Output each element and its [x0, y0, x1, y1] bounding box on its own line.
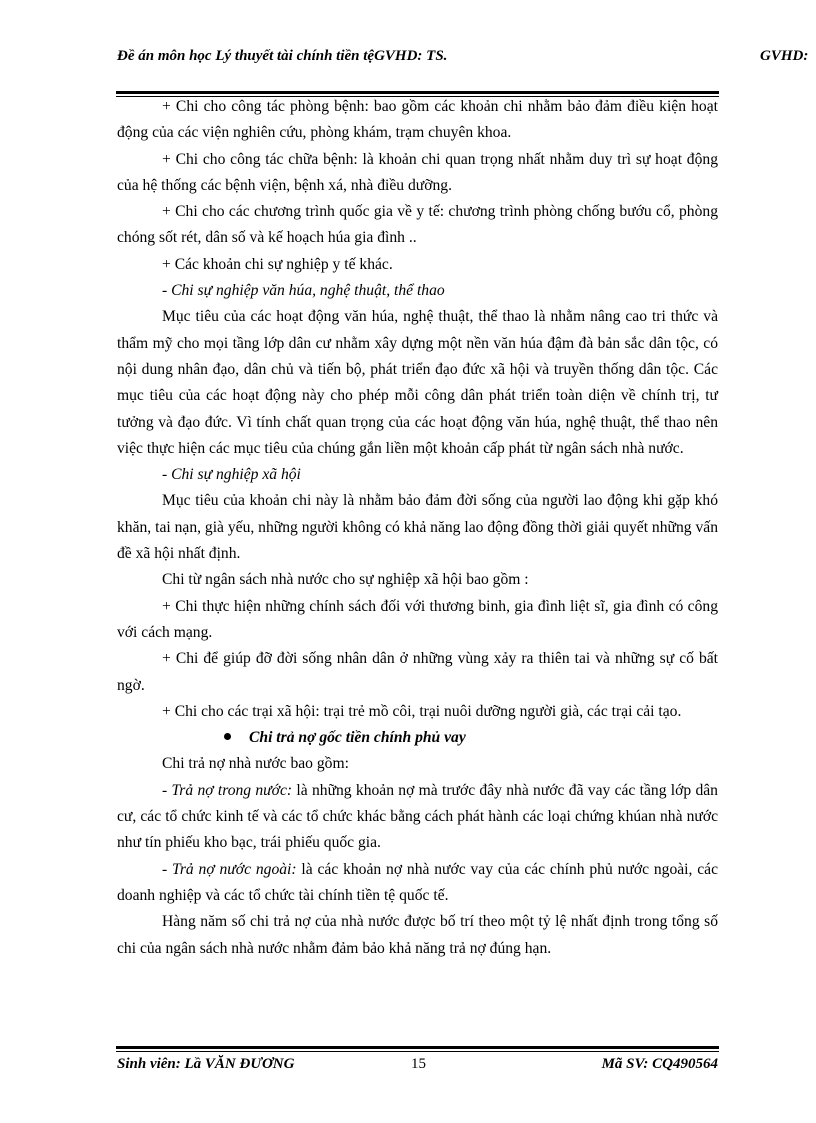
bullet-heading-debt — [117, 725, 718, 751]
paragraph: Chi trả nợ nhà nước bao gồm: — [162, 755, 349, 773]
paragraph: + Chi thực hiện những chính sách đối với thương binh, gia đình liệt sĩ, gia đình có công với cách mạng. — [117, 597, 718, 641]
lead-domestic-debt: - Trả nợ trong nước: — [162, 781, 293, 799]
header-title: Đề án môn học Lý thuyết tài chính tiền tệGVHD: TS. — [117, 48, 448, 64]
paragraph: + Chi cho công tác chữa bệnh: là khoản chi quan trọng nhất nhằm duy trì sự hoạt động của hệ thống các bệnh viện, bệnh xá, nhà điều dưỡng. — [117, 150, 718, 194]
paragraph: Mục tiêu của khoản chi này là nhằm bảo đảm đời sống của người lao động khi gặp khó khăn, tai nạn, già yếu, những người không có khả năng lao động đồng thời giải quyết những vấn đề xã hội nhất định. — [117, 492, 718, 563]
paragraph-domestic-debt — [117, 778, 718, 857]
paragraph: + Chi cho công tác phòng bệnh: bao gồm các khoản chi nhằm bảo đảm điều kiện hoạt động của các viện nghiên cứu, phòng khám, trạm chuyên khoa. — [117, 98, 718, 142]
footer-rule-thick — [116, 1046, 719, 1049]
paragraph: Mục tiêu của các hoạt động văn húa, nghệ thuật, thể thao là nhằm nâng cao tri thức và thẩm mỹ cho mọi tầng lớp dân cư nhằm xây dựng một nền văn húa đậm đà bản sắc dân tộc, có nội dung nhân đạo, dân chủ và tiến bộ, phát triển đạo đức xã hội và truyền thống dân tộc. Các mục tiêu của các hoạt động này cho phép mỗi công dân phát triển toàn diện về chính trị, tư tưởng và đạo đức. Vì tính chất quan trọng của các hoạt động văn húa, nghệ thuật, thể thao nên việc thực hiện các mục tiêu của chúng gắn liền một khoản cấp phát từ ngân sách nhà nước. — [117, 308, 718, 457]
section-heading-social: - Chi sự nghiệp xã hội — [162, 466, 301, 484]
paragraph: + Chi để giúp đỡ đời sống nhân dân ở những vùng xảy ra thiên tai và những sự cố bất ngờ. — [117, 650, 718, 694]
footer-rule-thin — [116, 1051, 719, 1052]
paragraph: + Các khoản chi sự nghiệp y tế khác. — [162, 255, 393, 273]
paragraph: Chi từ ngân sách nhà nước cho sự nghiệp xã hội bao gồm : — [162, 571, 529, 589]
bullet-heading-text: Chi trả nợ gốc tiền chính phủ vay — [249, 729, 466, 747]
footer-student-id: Mã SV: CQ490564 — [601, 1056, 718, 1072]
paragraph: + Chi cho các chương trình quốc gia về y tế: chương trình phòng chống bướu cổ, phòng chóng sốt rét, dân số và kế hoạch húa gia đình .. — [117, 203, 718, 247]
bullet-icon — [224, 733, 231, 740]
lead-foreign-debt: - Trả nợ nước ngoài: — [162, 860, 297, 878]
paragraph-foreign-debt — [117, 857, 718, 910]
document-body — [117, 94, 718, 962]
footer-student-name: Sinh viên: Lầ VĂN ĐƯƠNG — [117, 1056, 295, 1072]
header-gvhd: GVHD: — [760, 48, 809, 64]
paragraph-text: là các khoản nợ nhà nước vay của các chính phủ nước ngoài, các doanh nghiệp và các tổ chức tài chính tiền tệ quốc tế. — [117, 860, 718, 904]
paragraph: + Chi cho các trại xã hội: trại trẻ mồ côi, trại nuôi dưỡng người già, các trại cải tạo. — [162, 702, 682, 720]
paragraph-text: là những khoản nợ mà trước đây nhà nước đã vay các tầng lớp dân cư, các tổ chức kinh tế và các tổ chức khác bằng cách phát hành các loại chứng khúan nhà nước như tín phiếu kho bạc, trái phiếu quốc gia. — [117, 781, 718, 852]
section-heading-culture: - Chi sự nghiệp văn húa, nghệ thuật, thể thao — [162, 282, 445, 300]
page-number: 15 — [411, 1056, 426, 1072]
paragraph: Hàng năm số chi trả nợ của nhà nước được bố trí theo một tỷ lệ nhất định trong tổng số chi của ngân sách nhà nước nhằm đảm bảo khả năng trả nợ đúng hạn. — [117, 913, 718, 957]
